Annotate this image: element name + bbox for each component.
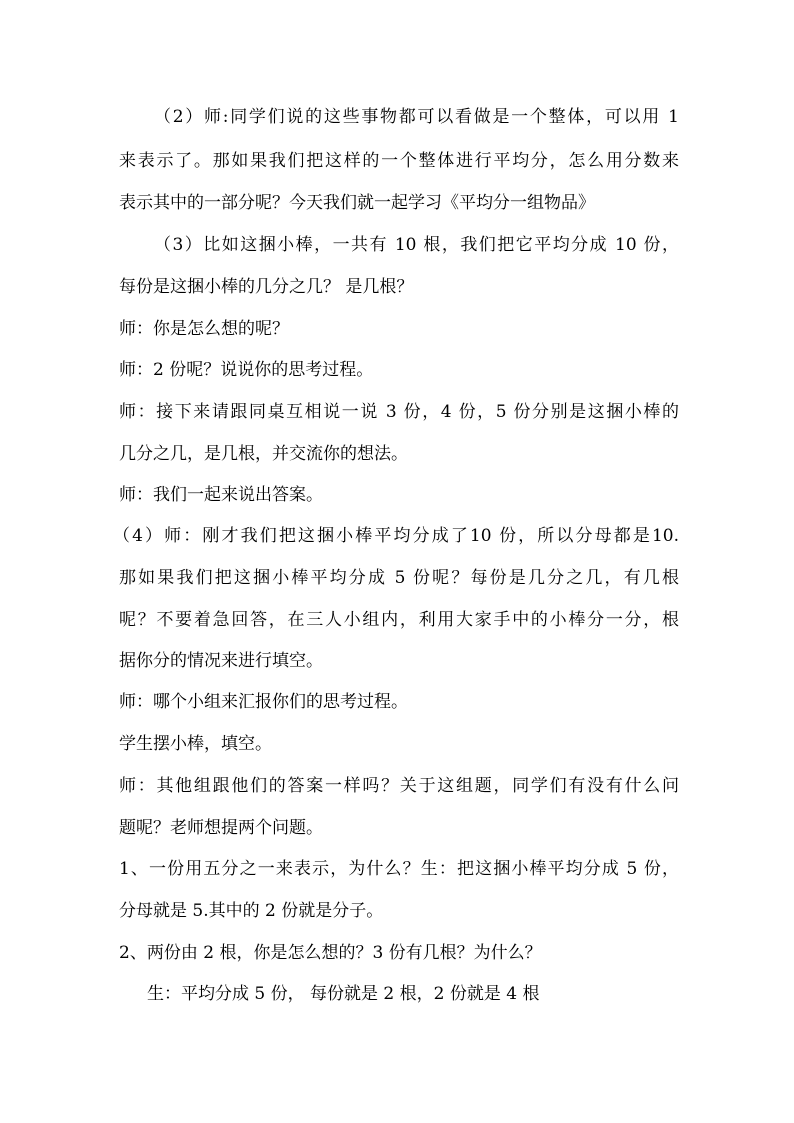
text-line-11: （4）师：刚才我们把这捆小棒平均分成了10 份，所以分母都是10. [113,526,679,546]
text-line-9: 几分之几，是几根，并交流你的想法。 [119,444,408,464]
text-line-19: 1、一份用五分之一来表示，为什么？生：把这捆小棒平均分成 5 份， [119,859,679,879]
text-line-6: 师：你是怎么想的呢？ [119,319,289,339]
text-line-12: 那如果我们把这捆小棒平均分成 5 份呢？每份是几分之几，有几根 [119,568,679,588]
text-line-18: 题呢？老师想提两个问题。 [119,818,323,838]
text-line-14: 据你分的情况来进行填空。 [119,651,323,671]
text-line-21: 2、两份由 2 根，你是怎么想的？3 份有几根？为什么？ [119,943,542,963]
text-line-16: 学生摆小棒，填空。 [119,734,272,754]
text-line-13: 呢？不要着急回答，在三人小组内，利用大家手中的小棒分一分，根 [119,610,679,630]
text-line-3: 表示其中的一部分呢？今天我们就一起学习《平均分一组物品》 [119,193,595,213]
text-line-5: 每份是这捆小棒的几分之几？ 是几根？ [119,277,414,297]
text-line-1: （2）师:同学们说的这些事物都可以看做是一个整体，可以用 1 [154,107,679,127]
text-line-8: 师：接下来请跟同桌互相说一说 3 份，4 份，5 份分别是这捆小棒的 [119,402,679,422]
text-line-10: 师：我们一起来说出答案。 [119,485,323,505]
text-line-17: 师：其他组跟他们的答案一样吗？关于这组题，同学们有没有什么问 [119,776,679,796]
text-line-4: （3）比如这捆小棒，一共有 10 根，我们把它平均分成 10 份， [154,235,679,255]
text-line-22: 生：平均分成 5 份， 每份就是 2 根，2 份就是 4 根 [147,984,540,1004]
text-line-2: 来表示了。那如果我们把这样的一个整体进行平均分，怎么用分数来 [119,151,679,171]
text-line-7: 师：2 份呢？说说你的思考过程。 [119,360,374,380]
text-line-20: 分母就是 5.其中的 2 份就是分子。 [119,901,384,921]
text-line-15: 师：哪个小组来汇报你们的思考过程。 [119,692,408,712]
